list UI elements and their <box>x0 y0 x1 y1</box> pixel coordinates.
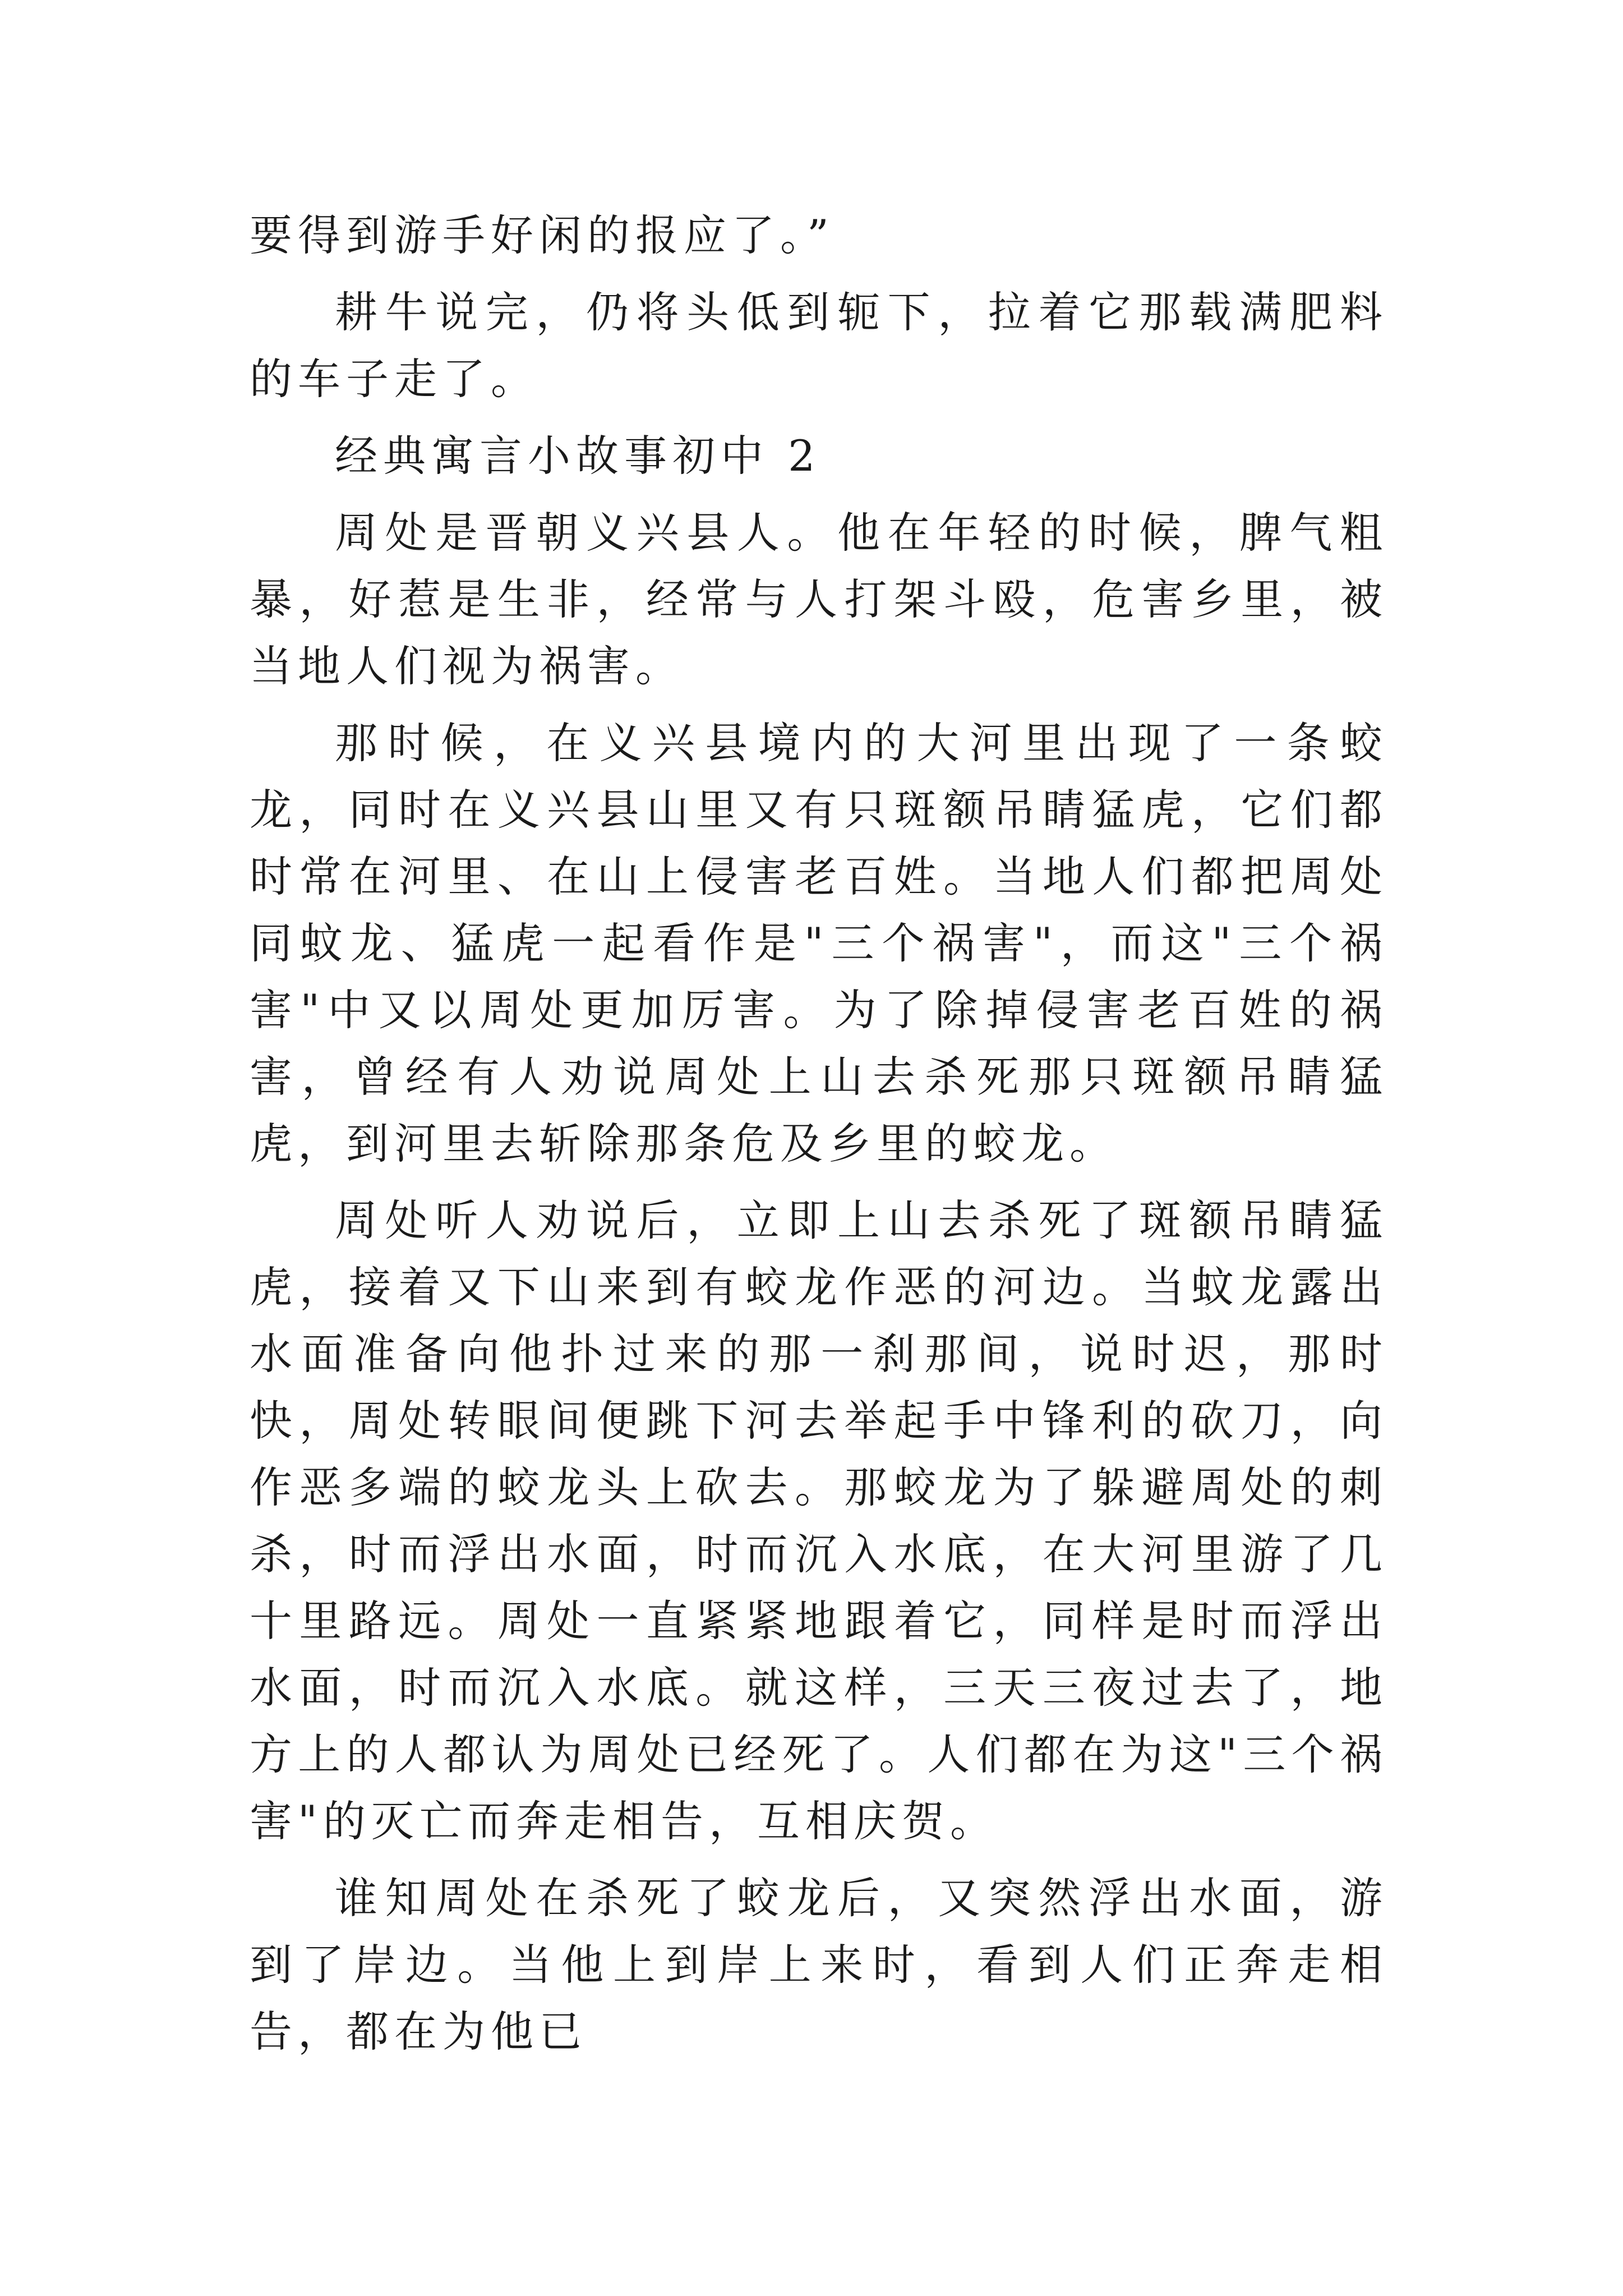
paragraph-continuation: 要得到游手好闲的报应了。” <box>250 210 834 260</box>
paragraph-slaying: 周处听人劝说后，立即上山去杀死了斑额吊睛猛虎，接着又下山来到有蛟龙作恶的河边。当蚊龙露出水面准备向他扑过来的那一刹那间，说时迟，那时快，周处转眼间便跳下河去举起手中锋利的砍刀，向作恶多端的蛟龙头上砍去。那蛟龙为了躲避周处的刺杀，时而浮出水面，时而沉入水底，在大河里游了几十里路远。周处一直紧紧地跟着它，同样是时而浮出水面，时而沉入水底。就这样，三天三夜过去了，地方上的人都认为周处已经死了。人们都在为这"三个祸害"的灭亡而奔走相告，互相庆贺。 <box>250 1195 1388 1846</box>
paragraph-three-harms: 那时候，在义兴县境内的大河里出现了一条蛟龙，同时在义兴县山里又有只斑额吊睛猛虎，它们都时常在河里、在山上侵害老百姓。当地人们都把周处同蚊龙、猛虎一起看作是"三个祸害"，而这"三个祸害"中又以周处更加厉害。为了除掉侵害老百姓的祸害，曾经有人劝说周处上山去杀死那只斑额吊睛猛虎，到河里去斩除那条危及乡里的蛟龙。 <box>250 718 1388 1168</box>
body-text <box>250 202 1388 2075</box>
section-heading: 经典寓言小故事初中 2 <box>335 431 821 481</box>
paragraph-return: 谁知周处在杀死了蛟龙后，又突然浮出水面，游到了岸边。当他上到岸上来时，看到人们正奔走相告，都在为他已 <box>250 1873 1388 2056</box>
paragraph-ox-speech: 耕牛说完，仍将头低到轭下，拉着它那载满肥料的车子走了。 <box>250 287 1388 404</box>
paragraph-zhouchu-intro: 周处是晋朝义兴县人。他在年轻的时候，脾气粗暴，好惹是生非，经常与人打架斗殴，危害乡里，被当地人们视为祸害。 <box>250 508 1388 691</box>
